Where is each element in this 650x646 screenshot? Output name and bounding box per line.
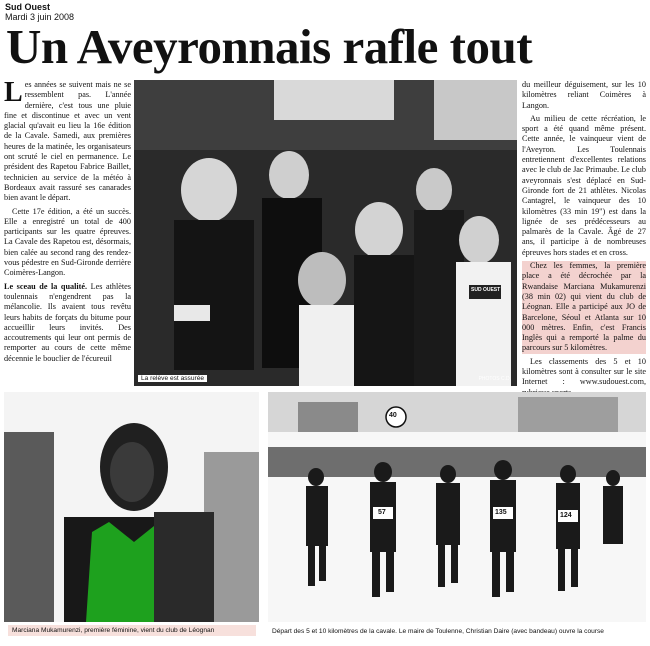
top-photo-bib: SUD OUEST [471, 287, 501, 293]
race-start-image [268, 392, 646, 622]
right-paragraph-1: du meilleur déguisement, sur les 10 kilomètres reliant Coimères à Langon. [522, 80, 646, 110]
lead-paragraph-2: Cette 17e édition, a été un succès. Elle a enregistré un total de 400 participants sur les quatre épreuves. La Cavale des Rapetou est, désormais, bien calée au second rang des rendez-vous pédestre en Sud-Gironde derrière Coimères-Langon. [4, 206, 131, 278]
bottom-right-caption: Départ des 5 et 10 kilomètres de la cavale. Le maire de Toulenne, Christian Daire (avec bandeau) ouvre la course [272, 628, 604, 635]
bib-57: 57 [378, 509, 386, 516]
bottom-right-photo [268, 392, 646, 644]
race-sign-number: 40 [389, 412, 397, 419]
top-photo-caption: La relève est assurée [138, 375, 207, 382]
lead-paragraph-1: es années se suivent mais ne se ressemblent pas. L'année dernière, c'est tous une pluie fine et discontinue et avec un vent glacial qu'avait eu lieu la 16e édition de la Cavale. Samedi, aux premières heures de la matinée, les organisateurs ont scruté le ciel en permanence. Le président des Rapetou Fabrice Baillet, technicien au service de la météo à Bordeaux avait rassuré ses canarades bien avant le départ. [4, 80, 131, 203]
runners-group-image [134, 80, 517, 386]
bottom-left-caption: Marciana Mukamurenzi, première féminine, vient du club de Léognan [8, 625, 256, 636]
drop-cap: L [4, 77, 23, 108]
bib-124: 124 [560, 512, 572, 519]
paper-name: Sud Ouest [5, 2, 51, 12]
top-photo-credit: PHOTOS C.D. [478, 376, 511, 382]
lead-column [4, 77, 131, 367]
bottom-left-photo [4, 392, 259, 644]
bib-135: 135 [495, 509, 507, 516]
publication-date: Mardi 3 juin 2008 [5, 12, 75, 22]
right-paragraph-2: Au milieu de cette récréation, le sport a été quand même présent. Cette année, le vainqueur vient de l'Aveyron. Les Toulennais entretiennent d'excellentes relations avec le club de Jac Primaube. Le club aveyronnais s'est déplacé en Sud-Gironde fort de 21 athlètes. Nicolas Cantagrel, le vainqueur des 10 kilomètres (33 min 19") est dans la lignée de ses prédécesseurs au palmarès de la Cavale. Âgé de 27 ans, il participe à de nombreuses épreuves hors stades et en cross. [522, 113, 646, 257]
right-paragraph-3-highlighted: Chez les femmes, la première place a été décrochée par la Rwandaise Marciana Mukamurenzi (38 min 02) qui vient du club de Léognan. Elle a participé aux JO de Barcelone, Séoul et Atlanta sur 10 000 mètres. Enfin, c'est Francis Inglès qui a remporté la palme du parcours sur 5 kilomètres. [522, 261, 646, 353]
headline: Un Aveyronnais rafle tout [6, 19, 533, 74]
winner-portrait-image [4, 392, 259, 622]
right-paragraph-4: Les classements des 5 et 10 kilomètres sont à consulter sur le site Internet : www.sudouest.com, [522, 356, 646, 387]
right-column [522, 80, 646, 414]
lead-paragraph-3: Les athlètes toulennais n'engendrent pas la mélancolie. Ils avaient tous revêtu leurs habits de forçats du bitume pour accueillir leurs invités. Des accoutrements qui leur ont permis de remporter au cours de cette même décennie le bouclier de l'écureuil [4, 281, 131, 363]
subhead-quality: Le sceau de la qualité. [4, 281, 88, 291]
top-photo [134, 80, 517, 386]
